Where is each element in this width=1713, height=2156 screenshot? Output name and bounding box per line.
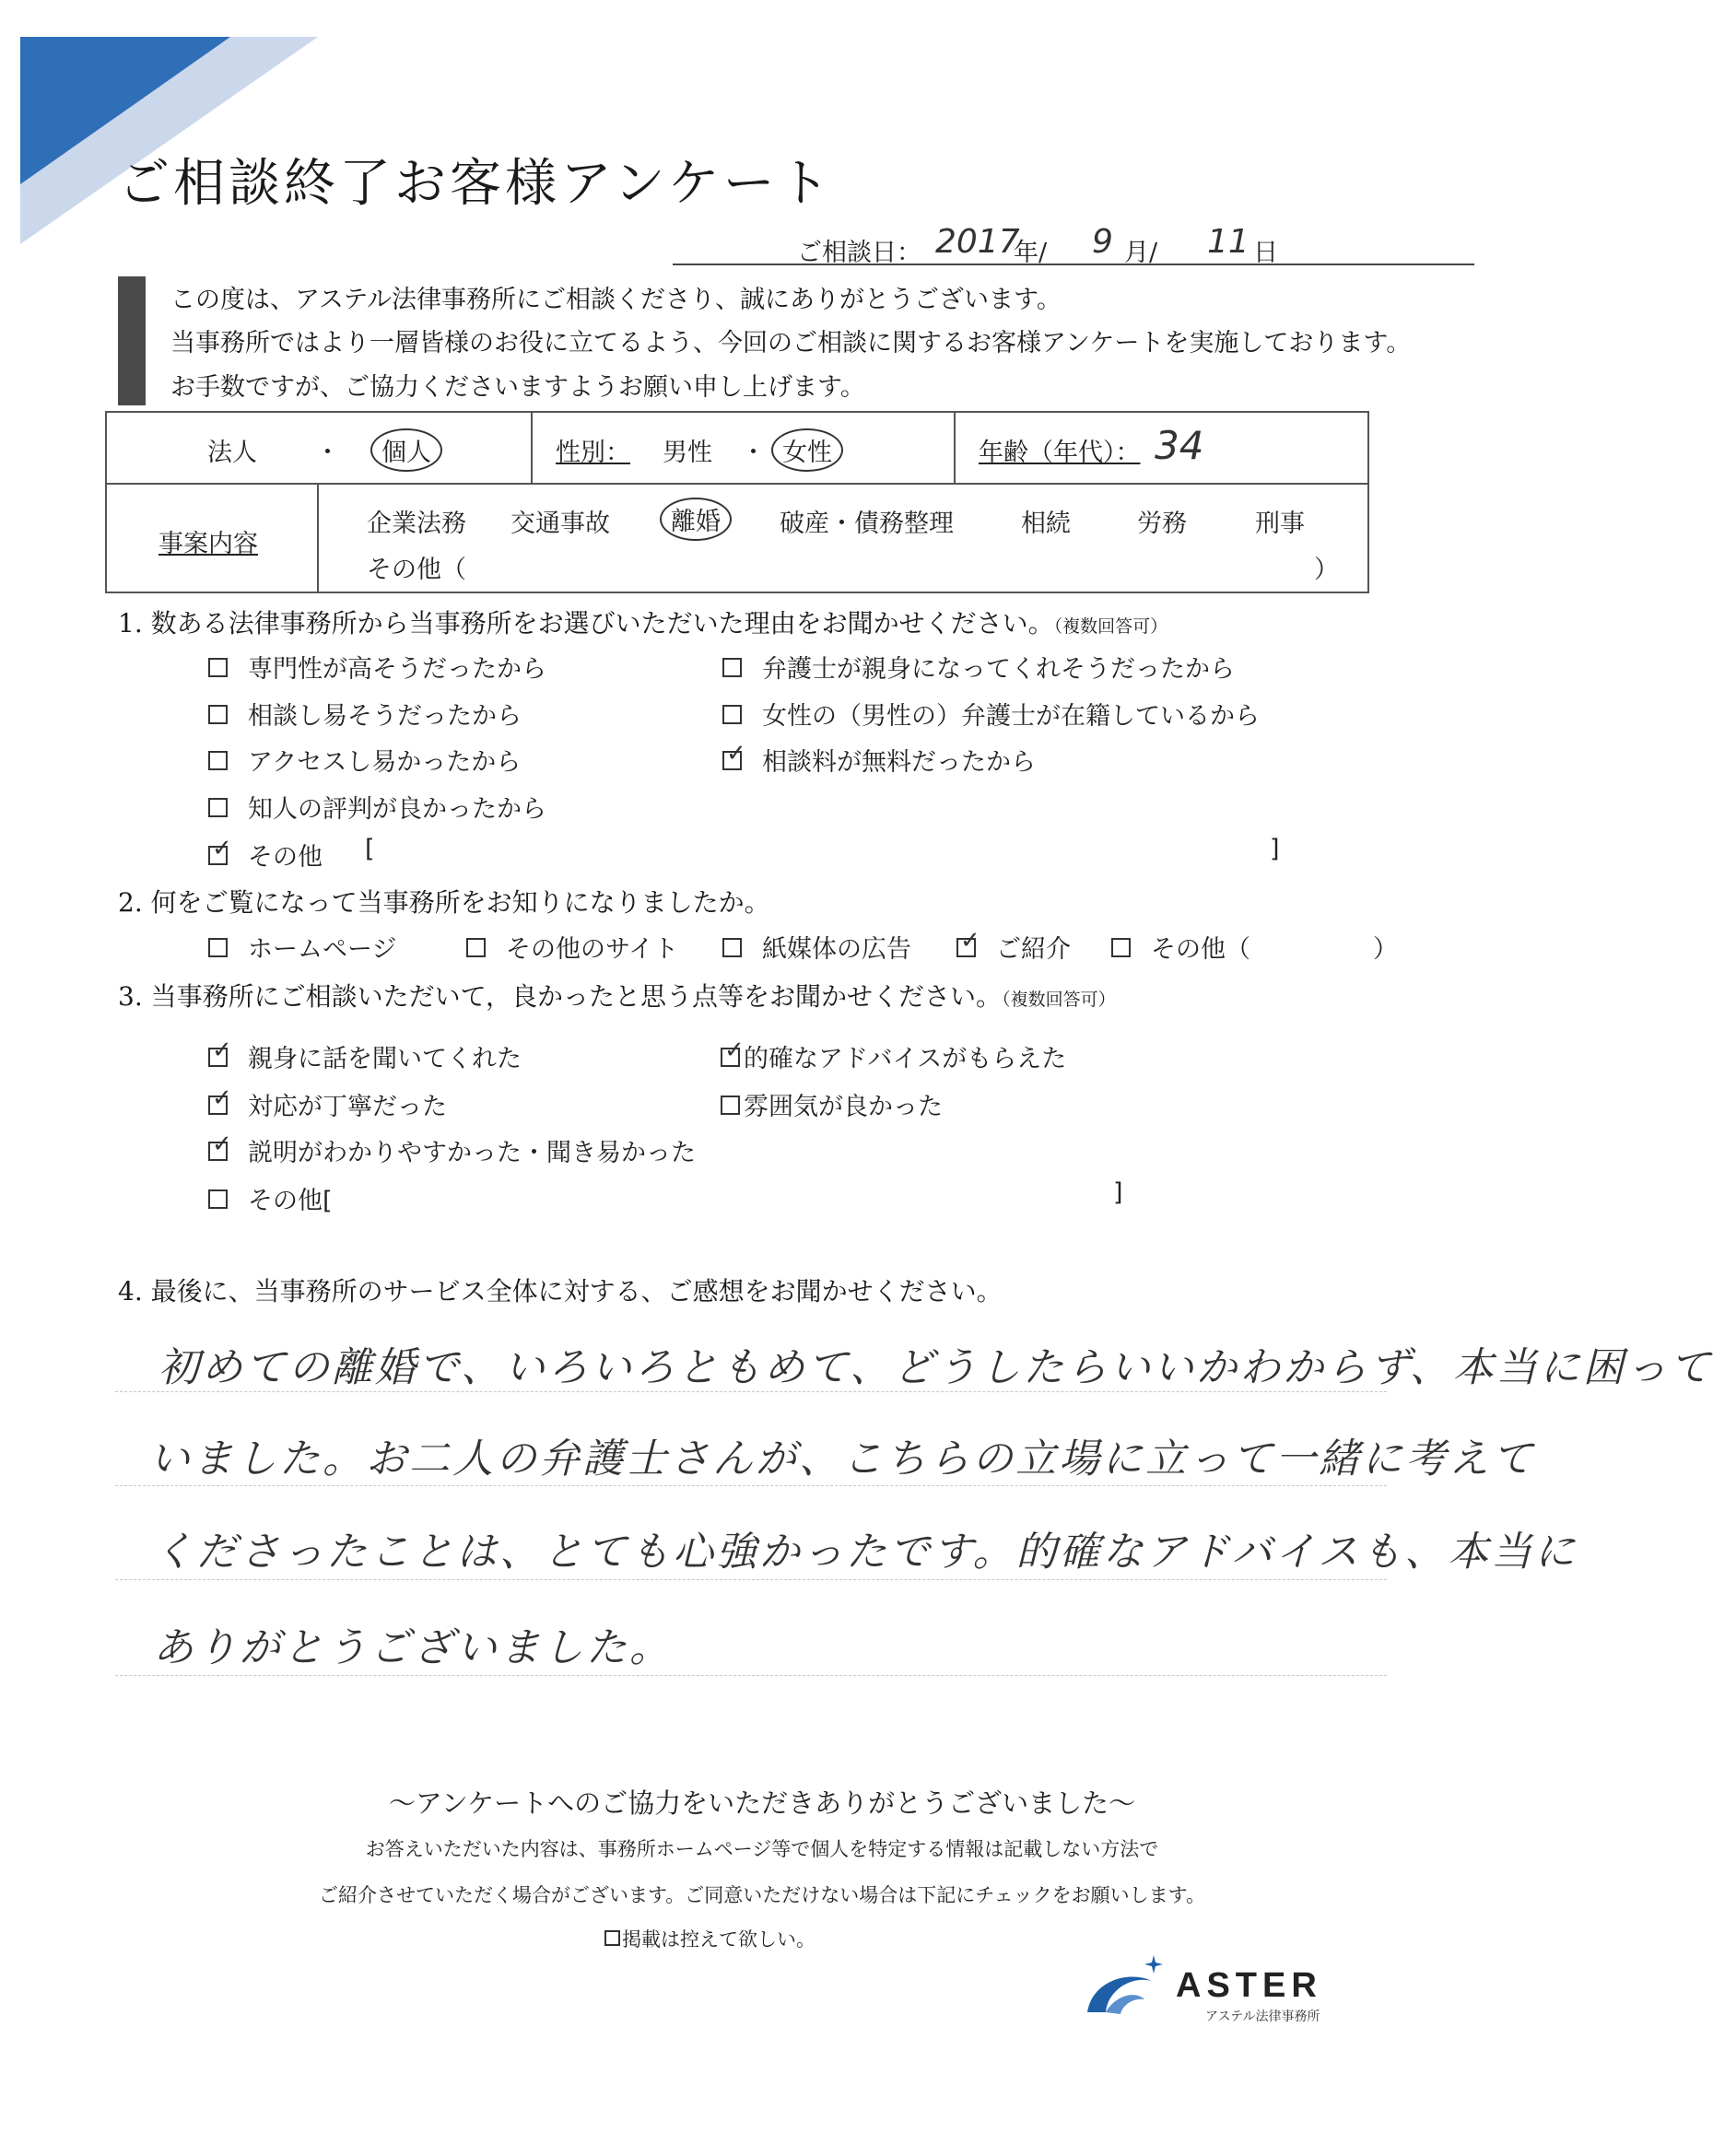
optout-option[interactable] [604, 1925, 815, 1952]
q2-option-other[interactable] [1111, 929, 1250, 965]
separator-dot: ・ [315, 439, 340, 467]
checkbox[interactable] [604, 1930, 620, 1946]
q3-other-close: ] [1113, 1178, 1123, 1207]
checkbox-checked[interactable] [722, 751, 742, 770]
q2-option[interactable] [722, 929, 911, 965]
option-label: 雰囲気が良かった [744, 1093, 943, 1121]
consult-date-day: 11 [1207, 223, 1250, 261]
checkbox[interactable] [208, 751, 228, 770]
answer-handwritten-line: 初めての離婚で、いろいろともめて、どうしたらいいかわからず、本当に困って [158, 1344, 1713, 1391]
consult-date-label: ご相談日： [797, 239, 921, 267]
checkbox[interactable] [1111, 938, 1131, 957]
q2-option[interactable] [956, 929, 1071, 965]
q4-heading: 4. 最後に、当事務所のサービス全体に対する、ご感想をお聞かせください。 [118, 1276, 1003, 1306]
option-label: 対応が丁寧だった [248, 1093, 447, 1121]
client-info-table [105, 411, 1369, 593]
answer-handwritten-line: くださったことは、とても心強かったです。的確なアドバイスも、本当に [153, 1529, 1578, 1576]
answer-handwritten-line: いました。お二人の弁護士さんが、こちらの立場に立って一緒に考えて [149, 1435, 1535, 1482]
age-label: 年齢（年代）： [979, 439, 1141, 467]
consult-date-row [673, 223, 1474, 267]
gender-label: 性別： [556, 439, 630, 467]
optout-label: 掲載は控えて欲しい。 [622, 1928, 815, 1951]
case-corporate: 企業法務 [367, 510, 466, 538]
q3-heading-text: 3. 当事務所にご相談いただいて，良かったと思う点等をお聞かせください。 [118, 981, 1003, 1012]
intro-line-3: お手数ですが、ご協力くださいますようお願い申し上げます。 [170, 373, 865, 402]
option-label: 親身に話を聞いてくれた [248, 1045, 522, 1073]
intro-line-2: 当事務所ではより一層皆様のお役に立てるよう、今回のご相談に関するお客様アンケートを実施しております。 [170, 329, 1412, 357]
aster-logo [1078, 1953, 1382, 2027]
checkbox[interactable] [208, 658, 228, 677]
q1-option[interactable] [208, 789, 546, 825]
checkbox-checked[interactable] [208, 1142, 228, 1161]
q3-option-other[interactable] [208, 1180, 333, 1216]
q3-option[interactable] [208, 1038, 522, 1074]
option-label: 紙媒体の広告 [762, 935, 911, 964]
q1-option-other[interactable] [208, 837, 323, 873]
option-label: 相談し易そうだったから [248, 702, 522, 731]
q3-option[interactable] [208, 1086, 447, 1122]
q3-heading [118, 977, 1116, 1014]
case-divorce-circled: 離婚 [660, 498, 732, 541]
q3-note: （複数回答可） [1002, 990, 1116, 1010]
footer-note-1: お答えいただいた内容は、事務所ホームページ等で個人を特定する情報は記載しない方法で [365, 1838, 1159, 1860]
q2-option[interactable] [466, 929, 678, 965]
q1-option[interactable] [722, 696, 1260, 732]
consult-date-month: 9 [1092, 223, 1113, 261]
logo-subtitle: アステル法律事務所 [1205, 2010, 1320, 2024]
case-labor: 労務 [1137, 510, 1187, 538]
q1-note: （複数回答可） [1053, 616, 1168, 637]
q3-option[interactable] [208, 1132, 696, 1168]
month-unit: 月/ [1124, 239, 1158, 267]
option-label: その他（ [1151, 935, 1250, 964]
option-label: ホームページ [248, 935, 397, 964]
checkbox-checked[interactable] [208, 1096, 228, 1115]
footer-thanks: ～アンケートへのご協力をいただきありがとうございました～ [388, 1787, 1136, 1819]
case-other: その他（ [367, 556, 466, 584]
q1-option[interactable] [208, 696, 522, 732]
day-unit: 日 [1253, 239, 1278, 267]
answer-ruled-line [115, 1579, 1387, 1580]
checkbox[interactable] [722, 938, 742, 957]
option-label: 専門性が高そうだったから [248, 655, 546, 684]
option-label: ご紹介 [996, 935, 1071, 964]
corp-option: 法人 [207, 439, 257, 467]
checkbox-checked[interactable] [208, 846, 228, 865]
answer-ruled-line [115, 1675, 1387, 1676]
q1-option[interactable] [722, 742, 1036, 778]
case-bankruptcy: 破産・債務整理 [780, 510, 954, 538]
consult-date-year: 2017 [935, 223, 1020, 261]
checkbox[interactable] [721, 1096, 740, 1115]
option-label: 女性の（男性の）弁護士が在籍しているから [762, 702, 1260, 731]
checkbox-checked[interactable] [721, 1048, 740, 1067]
q3-option[interactable] [721, 1038, 1066, 1074]
intro-line-1: この度は、アステル法律事務所にご相談くださり、誠にありがとうございます。 [170, 286, 1062, 314]
answer-handwritten-line: ありがとうございました。 [153, 1624, 673, 1671]
case-inheritance: 相続 [1021, 510, 1071, 538]
logo-wordmark: ASTER [1176, 1966, 1322, 2005]
q2-heading: 2. 何をご覧になって当事務所をお知りになりましたか。 [118, 887, 770, 918]
q1-other-bracket-close: ] [1270, 835, 1280, 863]
checkbox-checked[interactable] [208, 1048, 228, 1067]
male-option: 男性 [663, 439, 712, 467]
option-label: 弁護士が親身になってくれそうだったから [762, 655, 1235, 684]
checkbox-checked[interactable] [956, 938, 976, 957]
checkbox[interactable] [722, 658, 742, 677]
q1-option[interactable] [208, 649, 546, 685]
option-label: 相談料が無料だったから [762, 748, 1036, 777]
case-criminal: 刑事 [1255, 510, 1305, 538]
option-label: その他のサイト [506, 935, 679, 964]
age-value: 34 [1155, 423, 1204, 468]
option-label: 説明がわかりやすかった・聞き易かった [248, 1139, 696, 1167]
footer-note-2: ご紹介させていただく場合がございます。ご同意いただけない場合は下記にチェックをお願いします。 [318, 1884, 1205, 1906]
q3-option[interactable] [721, 1086, 943, 1122]
option-label: 的確なアドバイスがもらえた [744, 1045, 1067, 1073]
option-label: 知人の評判が良かったから [248, 795, 546, 824]
checkbox[interactable] [208, 705, 228, 724]
year-unit: 年/ [1014, 239, 1048, 267]
case-other-close: ） [1314, 556, 1339, 584]
page-title: ご相談終了お客様アンケート [118, 154, 834, 214]
individual-option-circled: 個人 [370, 428, 442, 472]
case-traffic: 交通事故 [510, 510, 610, 538]
option-label: その他 [248, 843, 323, 872]
separator-dot: ・ [741, 439, 766, 467]
q2-other-close: ） [1373, 935, 1398, 964]
q1-option[interactable] [208, 742, 521, 778]
q1-heading [118, 603, 1167, 640]
q1-other-bracket-open: [ [365, 835, 375, 863]
q1-option[interactable] [722, 649, 1235, 685]
checkbox[interactable] [208, 798, 228, 817]
intro-accent-bar [118, 276, 146, 405]
case-label: 事案内容 [158, 530, 258, 558]
female-option-circled: 女性 [771, 428, 843, 472]
answer-ruled-line [115, 1485, 1387, 1486]
logo-swirl-icon [1078, 1953, 1170, 2027]
q2-option[interactable] [208, 929, 396, 965]
checkbox[interactable] [208, 938, 228, 957]
checkbox[interactable] [722, 705, 742, 724]
checkbox[interactable] [208, 1189, 228, 1209]
checkbox[interactable] [466, 938, 486, 957]
option-label: アクセスし易かったから [248, 748, 522, 777]
q1-heading-text: 1. 数ある法律事務所から当事務所をお選びいただいた理由をお聞かせください。 [118, 608, 1054, 639]
option-label: その他[ [248, 1187, 333, 1215]
